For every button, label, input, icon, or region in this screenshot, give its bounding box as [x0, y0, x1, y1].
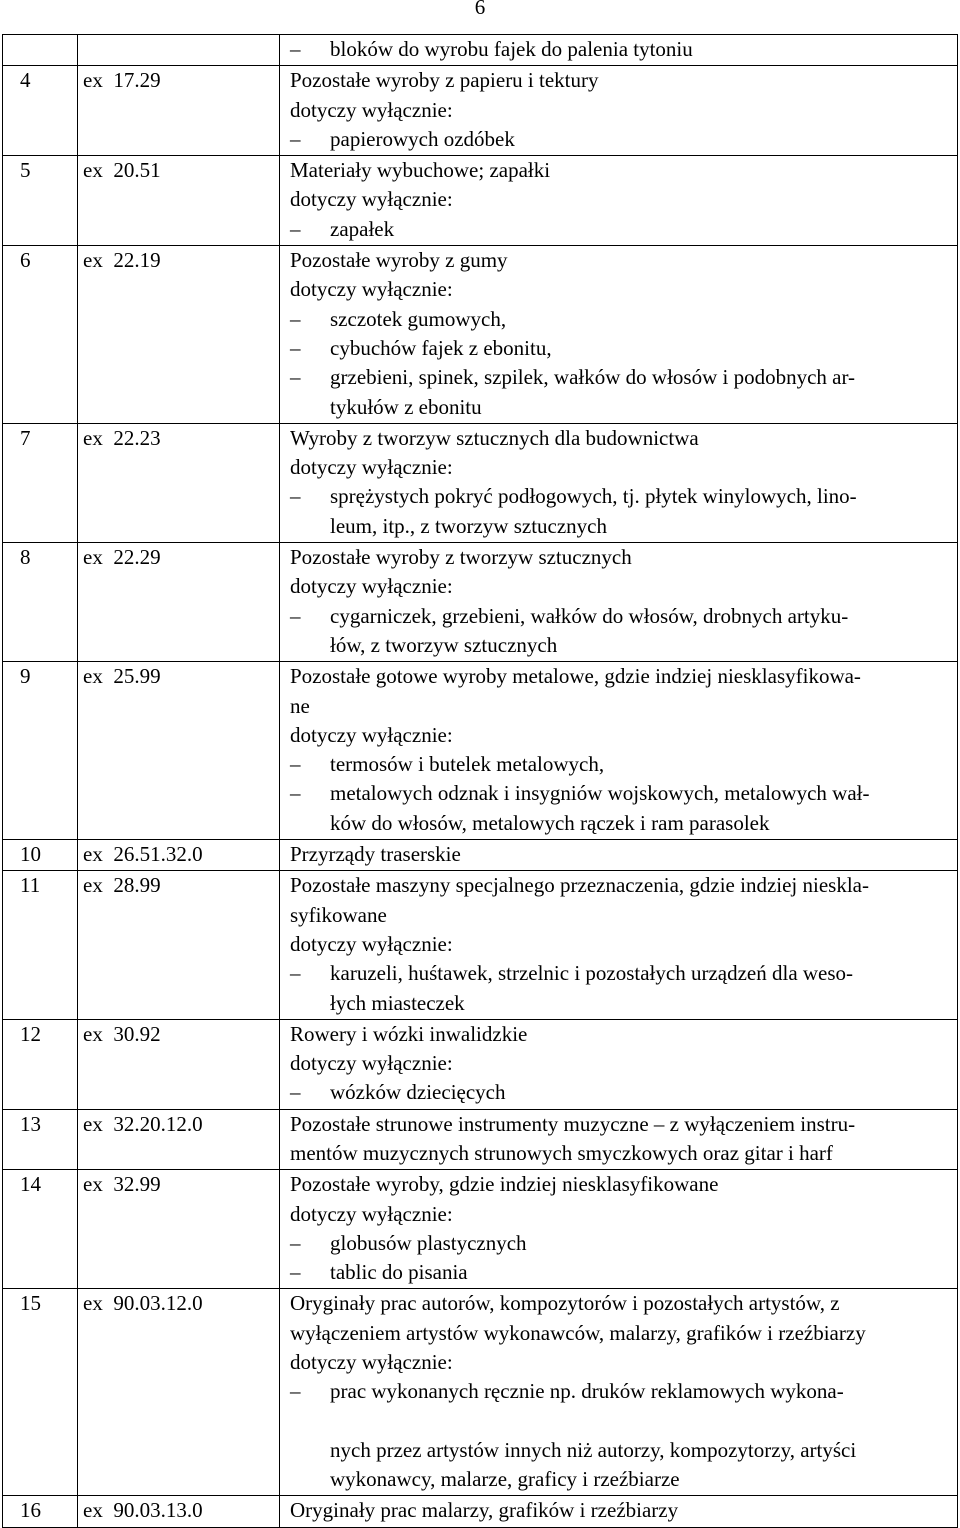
- description-line: łych miasteczek: [330, 990, 465, 1015]
- classification-code: ex 32.99: [78, 1170, 280, 1289]
- description-line: mentów muzycznych strunowych smyczkowych oraz gitar i harf: [290, 1140, 833, 1165]
- dash-list-item: – sprężystych pokryć podłogowych, tj. płytek winylowych, lino-: [290, 482, 951, 511]
- classification-code: ex 20.51: [78, 156, 280, 246]
- row-number: 13: [3, 1109, 78, 1170]
- table-row: [3, 156, 958, 246]
- table-row: [3, 1019, 958, 1109]
- classification-code: ex 22.29: [78, 543, 280, 662]
- table-row: [3, 35, 958, 66]
- description-line: dotyczy wyłącznie:: [290, 574, 453, 599]
- row-number: 15: [3, 1289, 78, 1496]
- dash-list-item: – szczotek gumowych,: [290, 305, 951, 334]
- item-description: [280, 423, 958, 542]
- row-number: 4: [3, 66, 78, 156]
- row-number: 16: [3, 1496, 78, 1527]
- row-number: 11: [3, 871, 78, 1019]
- item-description: [280, 1289, 958, 1496]
- row-number: 14: [3, 1170, 78, 1289]
- classification-code: ex 25.99: [78, 662, 280, 840]
- item-description: [280, 1170, 958, 1289]
- table-row: [3, 1170, 958, 1289]
- dash-list-item: – zapałek: [290, 215, 951, 244]
- table-row: [3, 662, 958, 840]
- description-line: Pozostałe wyroby z gumy: [290, 248, 508, 273]
- dash-list-item: – wózków dziecięcych: [290, 1078, 951, 1107]
- classification-code: ex 28.99: [78, 871, 280, 1019]
- description-line: dotyczy wyłącznie:: [290, 97, 453, 122]
- item-description: [280, 840, 958, 871]
- description-line: leum, itp., z tworzyw sztucznych: [330, 513, 607, 538]
- table-row: [3, 246, 958, 424]
- description-line: Pozostałe wyroby z tworzyw sztucznych: [290, 545, 632, 570]
- dash-list-item: – termosów i butelek metalowych,: [290, 750, 951, 779]
- item-description: [280, 543, 958, 662]
- description-line: dotyczy wyłącznie:: [290, 277, 453, 302]
- item-description: [280, 35, 958, 66]
- table-row: [3, 1109, 958, 1170]
- table-row: [3, 1496, 958, 1527]
- description-line: Pozostałe strunowe instrumenty muzyczne – z wyłączeniem instru-: [290, 1111, 856, 1136]
- dash-list-item: – prac wykonanych ręcznie np. druków reklamowych wykona-: [290, 1377, 951, 1406]
- row-number: 9: [3, 662, 78, 840]
- dash-list-item: – cygarniczek, grzebieni, wałków do włosów, drobnych artyku-: [290, 602, 951, 631]
- item-description: [280, 66, 958, 156]
- description-line: ków do włosów, metalowych rączek i ram parasolek: [330, 810, 770, 835]
- classification-code: ex 32.20.12.0: [78, 1109, 280, 1170]
- row-number: 12: [3, 1019, 78, 1109]
- item-description: [280, 1019, 958, 1109]
- description-line: wyłączeniem artystów wykonawców, malarzy, grafików i rzeźbiarzy: [290, 1320, 866, 1345]
- description-line: Przyrządy traserskie: [290, 842, 461, 867]
- dash-list-item: – tablic do pisania: [290, 1258, 951, 1287]
- description-line: Pozostałe maszyny specjalnego przeznaczenia, gdzie indziej nieskla-: [290, 873, 869, 898]
- dash-list-item: – papierowych ozdóbek: [290, 125, 951, 154]
- classification-code: ex 90.03.12.0: [78, 1289, 280, 1496]
- table-row: [3, 423, 958, 542]
- description-line: Pozostałe wyroby, gdzie indziej niesklasyfikowane: [290, 1172, 719, 1197]
- classification-code: ex 22.19: [78, 246, 280, 424]
- description-line: nych przez artystów innych niż autorzy, kompozytorzy, artyści: [330, 1437, 857, 1462]
- item-description: [280, 156, 958, 246]
- classification-code: ex 17.29: [78, 66, 280, 156]
- classification-code: ex 30.92: [78, 1019, 280, 1109]
- description-line: tykułów z ebonitu: [330, 394, 482, 419]
- description-line: Materiały wybuchowe; zapałki: [290, 158, 551, 183]
- dash-list-item: – cybuchów fajek z ebonitu,: [290, 334, 951, 363]
- item-description: [280, 246, 958, 424]
- description-line: wykonawcy, malarze, graficy i rzeźbiarze: [330, 1466, 680, 1491]
- row-number: 5: [3, 156, 78, 246]
- table-body: [3, 35, 958, 1528]
- classification-code: ex 22.23: [78, 423, 280, 542]
- row-number: 6: [3, 246, 78, 424]
- description-line: łów, z tworzyw sztucznych: [330, 632, 558, 657]
- description-line: dotyczy wyłącznie:: [290, 1201, 453, 1226]
- description-line: Oryginały prac autorów, kompozytorów i pozostałych artystów, z: [290, 1291, 840, 1316]
- dash-list-item: – bloków do wyrobu fajek do palenia tytoniu: [290, 35, 951, 64]
- dash-list-item: – metalowych odznak i insygniów wojskowych, metalowych wał-: [290, 779, 951, 808]
- description-line: Pozostałe wyroby z papieru i tektury: [290, 68, 599, 93]
- dash-list-item: – globusów plastycznych: [290, 1229, 951, 1258]
- description-line: ne: [290, 693, 310, 718]
- row-number: [3, 35, 78, 66]
- row-number: 8: [3, 543, 78, 662]
- classification-table: [2, 34, 958, 1528]
- description-line: dotyczy wyłącznie:: [290, 187, 453, 212]
- classification-code: [78, 35, 280, 66]
- item-description: [280, 1109, 958, 1170]
- row-number: 7: [3, 423, 78, 542]
- description-line: dotyczy wyłącznie:: [290, 931, 453, 956]
- description-line: syfikowane: [290, 902, 387, 927]
- item-description: [280, 662, 958, 840]
- description-line: Pozostałe gotowe wyroby metalowe, gdzie indziej niesklasyfikowa-: [290, 664, 861, 689]
- description-line: Rowery i wózki inwalidzkie: [290, 1021, 528, 1046]
- table-row: [3, 1289, 958, 1496]
- description-line: dotyczy wyłącznie:: [290, 455, 453, 480]
- description-line: dotyczy wyłącznie:: [290, 1051, 453, 1076]
- table-row: [3, 66, 958, 156]
- table-row: [3, 840, 958, 871]
- description-line: dotyczy wyłącznie:: [290, 722, 453, 747]
- dash-list-item: – grzebieni, spinek, szpilek, wałków do włosów i podobnych ar-: [290, 363, 951, 392]
- table-row: [3, 871, 958, 1019]
- item-description: [280, 1496, 958, 1527]
- row-number: 10: [3, 840, 78, 871]
- description-line: dotyczy wyłącznie:: [290, 1350, 453, 1375]
- description-line: Oryginały prac malarzy, grafików i rzeźbiarzy: [290, 1498, 679, 1523]
- classification-code: ex 90.03.13.0: [78, 1496, 280, 1527]
- classification-code: ex 26.51.32.0: [78, 840, 280, 871]
- item-description: [280, 871, 958, 1019]
- table-row: [3, 543, 958, 662]
- dash-list-item: – karuzeli, huśtawek, strzelnic i pozostałych urządzeń dla weso-: [290, 959, 951, 988]
- description-line: Wyroby z tworzyw sztucznych dla budownictwa: [290, 425, 699, 450]
- page-number: 6: [474, 0, 486, 19]
